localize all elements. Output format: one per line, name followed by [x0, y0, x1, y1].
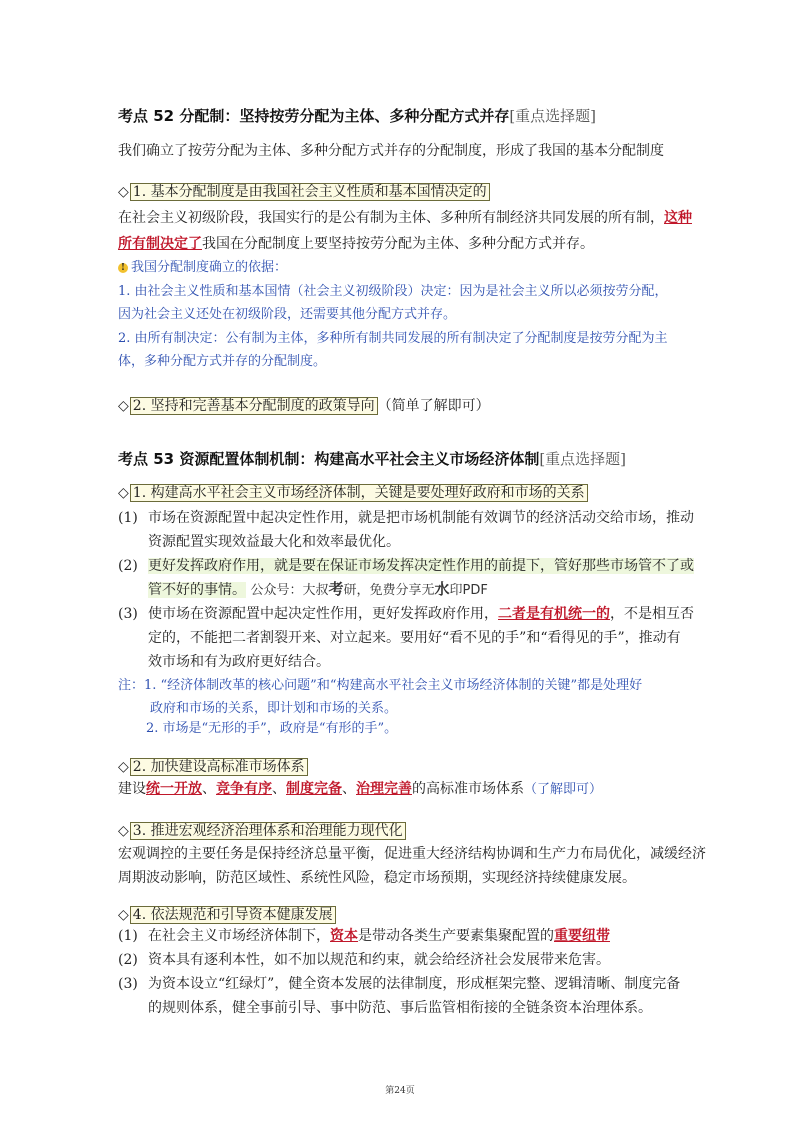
s53-item2a: (2) 更好发挥政府作用，就是要在保证市场发挥决定性作用的前提下，管好那些市场管不了或 [118, 558, 694, 574]
s53-item2b: 管不好的事情。 公众号：大叔考研，免费分享无水印PDF [148, 580, 488, 598]
s53-p1-heading: ◇ 1. 构建高水平社会主义市场经济体制，关键是要处理好政府和市场的关系 [118, 483, 588, 503]
s53-p3-heading: ◇ 3. 推进宏观经济治理体系和治理能力现代化 [118, 821, 406, 841]
s52-p2-heading: ◇ 2. 坚持和完善基本分配制度的政策导向 （简单了解即可） [118, 398, 490, 414]
s52-note2a: 2. 由所有制决定：公有制为主体，多种所有制共同发展的所有制决定了分配制度是按劳分配为主 [118, 331, 668, 346]
s52-p1-heading: ◇ 1. 基本分配制度是由我国社会主义性质和基本国情决定的 [118, 182, 490, 202]
s52-note1a: 1. 由社会主义性质和基本国情（社会主义初级阶段）决定：因为是社会主义所以必须按劳分配， [118, 284, 668, 299]
watermark: 公众号：大叔考研，免费分享无水印PDF [250, 580, 488, 598]
diamond-icon: ◇ [118, 759, 129, 775]
s53-title: 考点 53 资源配置体制机制：构建高水平社会主义市场经济体制[重点选择题] [118, 450, 627, 468]
warning-icon: ! [118, 263, 128, 273]
s53-tag: [重点选择题] [539, 450, 627, 468]
s52-note1b: 因为社会主义还处在初级阶段，还需要其他分配方式并存。 [118, 307, 457, 322]
s53-p4-item3b: 的规则体系，健全事前引导、事中防范、事后监管相衔接的全链条资本治理体系。 [148, 1000, 652, 1016]
s52-tag: [重点选择题] [509, 107, 597, 125]
diamond-icon: ◇ [118, 907, 129, 923]
s52-p1-line2: 所有制决定了我国在分配制度上要坚持按劳分配为主体、多种分配方式并存。 [118, 236, 594, 252]
s52-title: 考点 52 分配制：坚持按劳分配为主体、多种分配方式并存[重点选择题] [118, 107, 597, 125]
s53-item3b: 定的，不能把二者割裂开来、对立起来。要用好“看不见的手”和“看得见的手”，推动有 [148, 630, 681, 646]
s53-p2-line: 建设统一开放、竞争有序、制度完备、治理完善的高标准市场体系（了解即可） [118, 781, 603, 797]
page-number: 第24页 [385, 1086, 415, 1096]
diamond-icon: ◇ [118, 398, 129, 414]
s53-p3-line1: 宏观调控的主要任务是保持经济总量平衡，促进重大经济结构协调和生产力布局优化，减缓经济 [118, 846, 706, 862]
s52-note2b: 体，多种分配方式并存的分配制度。 [118, 354, 327, 369]
s53-note1b: 政府和市场的关系，即计划和市场的关系。 [150, 701, 398, 716]
s53-p3-line2: 周期波动影响，防范区域性、系统性风险，稳定市场预期，实现经济持续健康发展。 [118, 870, 636, 886]
diamond-icon: ◇ [118, 485, 129, 501]
s53-item3a: (3) 使市场在资源配置中起决定性作用，更好发挥政府作用，二者是有机统一的，不是相互否 [118, 606, 694, 622]
s52-note-title: ! 我国分配制度确立的依据： [118, 258, 287, 278]
s53-p4-item1: (1) 在社会主义市场经济体制下，资本是带动各类生产要素集聚配置的重要纽带 [118, 928, 610, 944]
s53-item1a: (1) 市场在资源配置中起决定性作用，就是把市场机制能有效调节的经济活动交给市场，推动 [118, 510, 694, 526]
diamond-icon: ◇ [118, 184, 129, 200]
s52-intro: 我们确立了按劳分配为主体、多种分配方式并存的分配制度，形成了我国的基本分配制度 [118, 143, 664, 159]
s53-item1b: 资源配置实现效益最大化和效率最优化。 [148, 534, 400, 550]
diamond-icon: ◇ [118, 823, 129, 839]
s53-p4-item3a: (3) 为资本设立“红绿灯”，健全资本发展的法律制度，形成框架完整、逻辑清晰、制度完备 [118, 976, 681, 992]
s53-p4-item2: (2) 资本具有逐利本性，如不加以规范和约束，就会给经济社会发展带来危害。 [118, 952, 610, 968]
s52-p1-line1: 在社会主义初级阶段，我国实行的是公有制为主体、多种所有制经济共同发展的所有制，这种 [118, 210, 692, 226]
s53-note1a: 注：1. “经济体制改革的核心问题”和“构建高水平社会主义市场经济体制的关键”都是处理好 [118, 678, 643, 693]
s53-note2: 2. 市场是“无形的手”，政府是“有形的手”。 [146, 721, 398, 736]
s53-item3c: 效市场和有为政府更好结合。 [148, 654, 330, 670]
s53-p2-heading: ◇ 2. 加快建设高标准市场体系 [118, 757, 308, 777]
s53-p4-heading: ◇ 4. 依法规范和引导资本健康发展 [118, 905, 336, 925]
